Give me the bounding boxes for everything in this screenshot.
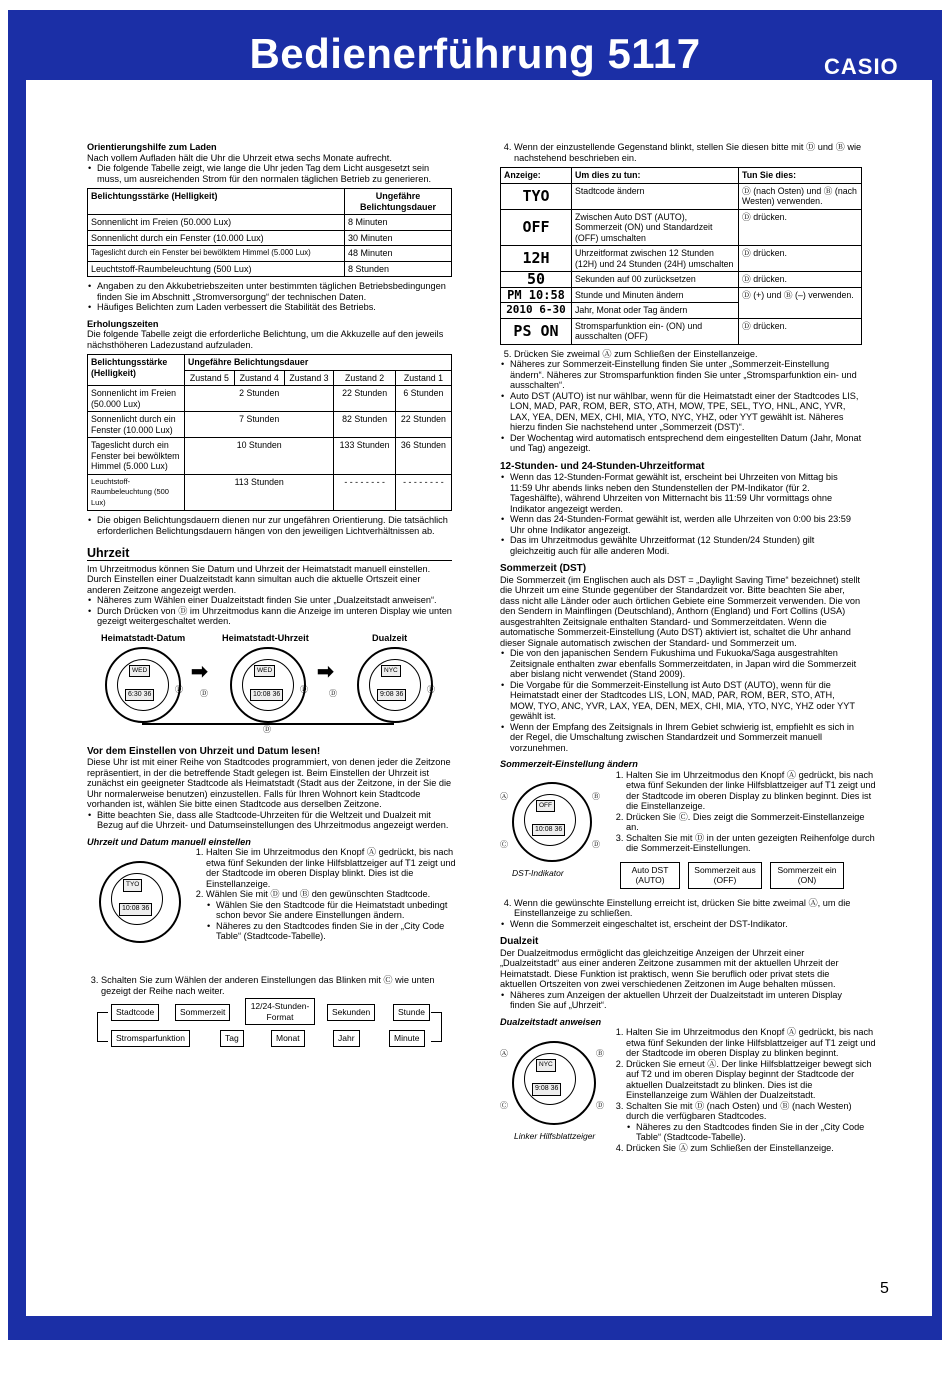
button-d-label: Ⓓ	[596, 1101, 604, 1110]
dst-title: Sommerzeit (DST)	[500, 563, 587, 574]
table-cell: Ⓓ (+) und Ⓑ (–) verwenden.	[739, 287, 862, 318]
table-row	[501, 287, 862, 303]
cycle-box: Auto DST (AUTO)	[620, 862, 680, 889]
list-item: 3. Schalten Sie mit Ⓓ in der unten gezeigten Reihenfolge durch die Sommerzeit-Einstellungen.	[626, 833, 876, 854]
dst-change-section	[500, 769, 876, 898]
button-c-label: Ⓒ	[500, 839, 508, 849]
list-item: • Näheres zum Anzeigen der aktuellen Uhrzeit der Dualzeitstadt im unteren Display finden Sie auf „Uhrzeit“.	[510, 990, 862, 1011]
watch-bottom-display: 6:30 36	[125, 689, 154, 702]
table-cell: Tageslicht durch ein Fenster bei bewölktem Himmel (5.000 Lux)	[88, 438, 185, 475]
list-item: • Näheres zum Wählen einer Dualzeitstadt finden Sie unter „Dualzeitstadt anweisen“.	[97, 595, 452, 606]
watch-illustration	[512, 782, 592, 862]
list-item: • Wenn das 12-Stunden-Format gewählt ist, erscheint bei Uhrzeiten von Mittag bis 11:59 Uhr abends links neben den Stundenstellen der PM-Indikator (für 2. Tageshälfte), während Uhrzeiten von Mitternacht bis 11:59 Uhr vormittags ohne Indikator angezeigt werden.	[510, 472, 862, 514]
dst-cycle	[620, 862, 844, 889]
button-c-label: Ⓒ	[500, 1101, 508, 1110]
list-item: 1. Halten Sie im Uhrzeitmodus den Knopf Ⓐ gedrückt, bis nach etwa fünf Sekunden der linke Hilfsblattzeiger auf T1 zeigt und der Stadtcode im oberen Display zu blinken beginnt.	[626, 1027, 876, 1059]
list-item: • Wählen Sie den Stadtcode für die Heimatstadt unbedingt schon bevor Sie andere Einstellungen ändern.	[216, 900, 464, 921]
list-item: • Bitte beachten Sie, dass alle Stadtcode-Uhrzeiten für die Weltzeit und Dualzeit mit Bezug auf die Uhrzeit- und Datumseinstellungen des Uhrzeitmodus angezeigt werden.	[97, 810, 452, 831]
page-number: 5	[880, 1280, 889, 1297]
list-item: 2. Drücken Sie Ⓒ. Dies zeigt die Sommerzeit-Einstellanzeige an.	[626, 812, 876, 833]
table2-header-1: Belichtungsstärke (Helligkeit)	[88, 355, 185, 386]
table-cell: 36 Stunden	[395, 438, 451, 475]
table-cell: 22 Stunden	[334, 386, 395, 412]
table3-header-1: Anzeige:	[501, 168, 572, 184]
figure-label: Heimatstadt-Uhrzeit	[222, 632, 309, 643]
list-item	[626, 1101, 876, 1143]
list-item: • Wenn das 24-Stunden-Format gewählt ist, werden alle Uhrzeiten von 0:00 bis 23:59 Uhr ohne Indikator angezeigt.	[510, 514, 862, 535]
watch-top-display: NYC	[536, 1059, 556, 1072]
format-bullets	[500, 472, 862, 556]
table-row	[88, 474, 452, 511]
table-cell: Sonnenlicht im Freien (50.000 Lux)	[88, 215, 345, 231]
step-text: Schalten Sie mit Ⓓ (nach Osten) und Ⓑ (nach Westen) durch die verfügbaren Stadtcodes.	[626, 1100, 852, 1121]
watch-bottom-display: 10:08 36	[119, 903, 152, 916]
table-cell: Jahr, Monat oder Tag ändern	[572, 303, 739, 319]
watch-bottom-display: 10:08 36	[532, 824, 565, 837]
button-d-label: Ⓓ	[592, 839, 600, 849]
table-cell: Leuchtstoff-Raumbeleuchtung (500 Lux)	[88, 474, 185, 511]
button-d-label: Ⓓ	[300, 684, 308, 694]
list-item: 4. Wenn der einzustellende Gegenstand blinkt, stellen Sie diesen bitte mit Ⓓ und Ⓑ wie nachstehend beschrieben ein.	[514, 142, 862, 163]
cycle-box: Sommerzeit ein (ON)	[770, 862, 844, 889]
lcd-display: OFF	[501, 209, 572, 246]
list-item	[206, 889, 464, 942]
table3-header-3: Tun Sie dies:	[739, 168, 862, 184]
section-title-time: Uhrzeit	[87, 548, 452, 561]
table-cell: Tageslicht durch ein Fenster bei bewölktem Himmel (5.000 Lux)	[88, 246, 345, 262]
cycle-box: Minute	[389, 1030, 425, 1047]
table-cell: 6 Stunden	[395, 386, 451, 412]
cycle-box: 12/24-Stunden-Format	[245, 998, 315, 1025]
table-cell: 133 Stunden	[334, 438, 395, 475]
recovery-table	[87, 354, 452, 511]
recovery-title: Erholungszeiten	[87, 318, 159, 329]
format-title: 12-Stunden- und 24-Stunden-Uhrzeitformat	[500, 460, 705, 472]
watch-top-display: WED	[129, 665, 150, 678]
table-cell: Ⓓ (nach Osten) und Ⓑ (nach Westen) verwenden.	[739, 183, 862, 209]
table1-header-2: Ungefähre Belichtungsdauer	[345, 189, 452, 215]
figure-label: Dualzeit	[372, 632, 408, 643]
cycle-box: Stadtcode	[111, 1004, 159, 1021]
table-cell: Stromsparfunktion ein- (ON) und ausschalten (OFF)	[572, 318, 739, 344]
dst-change-title: Sommerzeit-Einstellung ändern	[500, 759, 638, 769]
charge-table	[87, 188, 452, 277]
notes-list	[87, 281, 452, 313]
table-cell: Uhrzeitformat zwischen 12 Stunden (12H) und 24 Stunden (24H) umschalten	[572, 246, 739, 272]
recovery-intro: Die folgende Tabelle zeigt die erforderliche Belichtung, um die Akkuzelle auf den jeweils nächsthöheren Ladezustand aufzuladen.	[87, 329, 444, 350]
button-d-label: Ⓓ	[427, 684, 435, 694]
brand-logo: CASIO	[824, 54, 899, 79]
table-row	[88, 438, 452, 475]
button-d-label: Ⓓ	[200, 688, 208, 698]
list-item: • Die von den japanischen Sendern Fukushima und Fukuoka/Saga ausgestrahlten Zeitsignale enthalten zwar ebenfalls Sommerzeitdaten, in Japan wird die Sommerzeit aber bislang nicht verwendet (Stand 2009).	[510, 648, 862, 680]
display-cycle-figure	[87, 633, 452, 733]
button-d-label: Ⓓ	[329, 688, 337, 698]
table-cell: Sonnenlicht durch ein Fenster (10.000 Lux)	[88, 230, 345, 246]
table-cell: 2 Stunden	[185, 386, 334, 412]
list-item: 4. Drücken Sie Ⓐ zum Schließen der Einstellanzeige.	[626, 1143, 876, 1154]
table-cell: Sonnenlicht im Freien (50.000 Lux)	[88, 386, 185, 412]
watch-illustration	[512, 1041, 596, 1125]
dst-change-bullets	[500, 919, 862, 930]
table-cell: Ⓓ drücken.	[739, 246, 862, 272]
list-item: • Angaben zu den Akkubetriebszeiten unter bestimmten täglichen Betriebsbedingungen finden Sie im Abschnitt „Stromversorgung“ der technischen Daten.	[97, 281, 452, 302]
level-header: Zustand 3	[284, 370, 334, 386]
dual-set-section	[500, 1027, 876, 1157]
dual-text: Der Dualzeitmodus ermöglicht das gleichzeitige Anzeigen der Uhrzeit einer „Dualzeitstadt“ aus einer anderen Zeitzone zusammen mit der aktuellen Uhrzeit der Heimatstadt. Diese Funktion ist praktisch, wenn Sie beruflich oder privat stets die aktuellen Ortszeiten von zwei verschiedenen Zeitzonen im Auge behalten müssen.	[500, 947, 839, 989]
dual-set-steps	[612, 1027, 876, 1153]
button-a-label: Ⓐ	[500, 1049, 508, 1058]
arrow-right-icon: ➡	[191, 660, 208, 683]
list-item: • Die obigen Belichtungsdauern dienen nur zur ungefähren Orientierung. Die tatsächlich erforderlichen Belichtungsdauern hängen von den jeweiligen Lichtverhältnissen ab.	[97, 515, 452, 536]
table-cell: 30 Minuten	[345, 230, 452, 246]
button-d-label: Ⓓ	[175, 684, 183, 694]
button-a-label: Ⓐ	[500, 791, 508, 801]
table-cell: Stunde und Minuten ändern	[572, 287, 739, 303]
dual-set-title: Dualzeitstadt anweisen	[500, 1016, 602, 1027]
table-cell: 7 Stunden	[185, 412, 334, 438]
dst-bullets	[500, 648, 862, 753]
cycle-connector	[97, 1012, 108, 1042]
table-row	[501, 209, 862, 246]
settings-table	[500, 167, 862, 345]
level-header: Zustand 2	[334, 370, 395, 386]
watch-bottom-display: 10:08 36	[250, 689, 283, 702]
step5-list	[500, 349, 862, 360]
table-cell: Ⓓ drücken.	[739, 318, 862, 344]
list-item: 3. Schalten Sie zum Wählen der anderen Einstellungen das Blinken mit Ⓒ wie unten gezeigt der Reihe nach weiter.	[101, 975, 452, 996]
watch-bottom-display: 9:08 36	[377, 689, 406, 702]
cycle-connector	[431, 1012, 442, 1042]
settings-cycle	[87, 1002, 452, 1062]
table-cell: 113 Stunden	[185, 474, 334, 511]
dst-change-steps	[612, 770, 876, 854]
left-column	[87, 142, 456, 1062]
table-cell: Zwischen Auto DST (AUTO), Sommerzeit (ON) und Standardzeit (OFF) umschalten	[572, 209, 739, 246]
table-row	[501, 272, 862, 288]
lcd-display: PS ON	[501, 318, 572, 344]
cycle-box: Stunde	[393, 1004, 430, 1021]
table-cell: Sekunden auf 00 zurücksetzen	[572, 272, 739, 288]
table-row	[501, 318, 862, 344]
list-item: • Wenn der Empfang des Zeitsignals in Ihrem Gebiet schwierig ist, empfiehlt es sich in der Regel, die Umschaltung zwischen Standardzeit und Sommerzeit manuell vorzunehmen.	[510, 722, 862, 754]
time-bullets	[87, 595, 452, 627]
lcd-display: PM 10:58	[501, 287, 572, 303]
cycle-box: Sekunden	[327, 1004, 375, 1021]
table1-header-1: Belichtungsstärke (Helligkeit)	[88, 189, 345, 215]
level-header: Zustand 1	[395, 370, 451, 386]
table-cell: 22 Stunden	[395, 412, 451, 438]
list-item: 2. Drücken Sie erneut Ⓐ. Der linke Hilfsblattzeiger bewegt sich auf T2 und im oberen Display beginnt der Stadtcode der aktuellen Dualzeitstadt zu blinken. Dies ist die Einstellanzeige zum Wählen der Dualzeitstadt.	[626, 1059, 876, 1101]
table-row	[88, 215, 452, 231]
manual-steps	[192, 847, 464, 942]
list-item: • Durch Drücken von Ⓓ im Uhrzeitmodus kann die Anzeige im unteren Display wie unten gezeigt weitergeschaltet werden.	[97, 606, 452, 627]
watch-illustration	[105, 647, 181, 723]
button-b-label: Ⓑ	[596, 1049, 604, 1058]
list-item: • Auto DST (AUTO) ist nur wählbar, wenn für die Heimatstadt einer der Stadtcodes LIS, LON, MAD, PAR, ROM, BER, STO, ATH, MOW, TPE, SEL, TYO, HNL, ANC, YVR, LAX, YEA, DEN, MEX, CHI, MIA, YTO, NYC, YHZ, oder YYT gewählt ist. Näheres hierzu finden Sie nachstehend unter „Sommerzeit (DST)“.	[510, 391, 862, 433]
cycle-box: Stromsparfunktion	[111, 1030, 190, 1047]
cycle-box: Monat	[271, 1030, 305, 1047]
hand-caption: Linker Hilfsblattzeiger	[514, 1131, 596, 1141]
watch-illustration	[230, 647, 306, 723]
table-cell: - - - - - - - -	[334, 474, 395, 511]
cycle-box: Sommerzeit	[175, 1004, 230, 1021]
table-row	[88, 412, 452, 438]
table-cell: Ⓓ drücken.	[739, 272, 862, 288]
list-item: 5. Drücken Sie zweimal Ⓐ zum Schließen der Einstellanzeige.	[514, 349, 862, 360]
step3-list	[87, 975, 452, 996]
step5-bullets	[500, 359, 862, 454]
lcd-display: 50	[501, 272, 572, 288]
list-item: • Näheres zu den Stadtcodes finden Sie in der „City Code Table“ (Stadtcode-Tabelle).	[636, 1122, 876, 1143]
cycle-box: Tag	[220, 1030, 244, 1047]
button-b-label: Ⓑ	[592, 791, 600, 801]
cycle-box: Sommerzeit aus (OFF)	[688, 862, 762, 889]
table-cell: 10 Stunden	[185, 438, 334, 475]
table-cell: Stadtcode ändern	[572, 183, 739, 209]
table3-header-2: Um dies zu tun:	[572, 168, 739, 184]
page-title: Bedienerführung 5117	[249, 30, 701, 77]
time-intro: Im Uhrzeitmodus können Sie Datum und Uhrzeit der Heimatstadt manuell einstellen. Durch Einstellen einer Dualzeitstadt kann simultan auch die aktuelle Ortszeit einer anderen Zeitzone angezeigt werden.	[87, 563, 431, 595]
charge-bullets	[87, 163, 452, 184]
cycle-box: Jahr	[333, 1030, 360, 1047]
table-row	[88, 261, 452, 277]
figure-label: Heimatstadt-Datum	[101, 632, 186, 643]
watch-top-display: WED	[254, 665, 275, 678]
dst-change-step4	[500, 898, 862, 919]
list-item: • Näheres zur Sommerzeit-Einstellung finden Sie unter „Sommerzeit-Einstellung ändern“. Näheres zur Stromsparfunktion finden Sie unter „Stromsparfunktion ein- und ausschalten“.	[510, 359, 862, 391]
table-row	[501, 246, 862, 272]
dual-title: Dualzeit	[500, 936, 539, 947]
table2-header-2: Ungefähre Belichtungsdauer	[185, 355, 452, 371]
table-cell: Sonnenlicht durch ein Fenster (10.000 Lux)	[88, 412, 185, 438]
list-item: 4. Wenn die gewünschte Einstellung erreicht ist, drücken Sie bitte zweimal Ⓐ, um die Einstellanzeige zu schließen.	[514, 898, 862, 919]
before-title: Vor dem Einstellen von Uhrzeit und Datum lesen!	[87, 745, 321, 757]
button-d-label: Ⓓ	[263, 724, 271, 734]
table-row	[501, 183, 862, 209]
table-cell: 82 Stunden	[334, 412, 395, 438]
list-item: • Die Vorgabe für die Sommerzeit-Einstellung ist Auto DST (AUTO), wenn für die Heimatstadt einer der Stadtcodes LIS, LON, MAD, PAR, ROM, BER, STO, ATH, MOW, TYO, ANC, YVR, LAX, YEA, DEN, MEX, CHI, MIA, YTO, NYC, YHZ oder YYT gewählt ist.	[510, 680, 862, 722]
step-text: Wählen Sie mit Ⓓ und Ⓑ den gewünschten Stadtcode.	[206, 889, 431, 899]
step4-list	[500, 142, 862, 163]
arrow-right-icon: ➡	[317, 660, 334, 683]
dst-text: Die Sommerzeit (im Englischen auch als DST = „Daylight Saving Time“ bezeichnet) stellt die Uhrzeit um eine Stunde gegenüber der Standardzeit vor. Bitte beachten Sie aber, dass nicht alle Länder oder auch örtlichen Gebiete eine Sommerzeit verwenden. Die von den Sendern in Mainflingen (Deutschland), Anthorn (England) und Fort Collins (USA) ausgestrahlten Zeitsignale enthalten Standard- und Sommerzeitdaten. Wenn die automatische Sommerzeit-Einstellung (Auto DST) aktiviert ist, schaltet die Uhr anhand dieser Signale automatisch zwischen der Standard- und Sommerzeit um.	[500, 574, 861, 648]
list-item: • Näheres zu den Stadtcodes finden Sie in der „City Code Table“ (Stadtcode-Tabelle).	[216, 921, 464, 942]
dst-indicator-caption: DST-Indikator	[512, 867, 564, 878]
table-cell: 48 Minuten	[345, 246, 452, 262]
watch-top-display: TYO	[123, 879, 142, 892]
lcd-display: 2010 6-30	[501, 303, 572, 319]
table-cell: 8 Stunden	[345, 261, 452, 277]
list-item: • Der Wochentag wird automatisch entsprechend dem eingestellten Datum (Jahr, Monat und Tag) angezeigt.	[510, 433, 862, 454]
watch-bottom-display: 9:08 36	[532, 1083, 561, 1096]
list-item: 1. Halten Sie im Uhrzeitmodus den Knopf Ⓐ gedrückt, bis nach etwa fünf Sekunden der linke Hilfsblattzeiger auf T1 zeigt und der Stadtcode im oberen Display blinkt. Dies ist die Einstellanzeige.	[206, 847, 464, 889]
watch-top-display: OFF	[536, 800, 555, 813]
charge-intro: Nach vollem Aufladen hält die Uhr die Uhrzeit etwa sechs Monate aufrecht.	[87, 152, 392, 163]
list-item: • Das im Uhrzeitmodus gewählte Uhrzeitformat (12 Stunden/24 Stunden) gilt gleichzeitig auch für alle anderen Modi.	[510, 535, 862, 556]
watch-illustration	[357, 647, 433, 723]
right-column	[500, 142, 876, 1157]
dual-bullets	[500, 990, 862, 1011]
table-cell: Ⓓ drücken.	[739, 209, 862, 246]
notes2-list	[87, 515, 452, 536]
table-cell: Leuchtstoff-Raumbeleuchtung (500 Lux)	[88, 261, 345, 277]
manual-title: Uhrzeit und Datum manuell einstellen	[87, 836, 251, 847]
watch-illustration	[99, 861, 181, 943]
table-cell: - - - - - - - -	[395, 474, 451, 511]
charge-bullet: • Die folgende Tabelle zeigt, wie lange die Uhr jeden Tag dem Licht ausgesetzt sein muss, um ausreichenden Strom für den normalen täglichen Betrieb zu generieren.	[97, 163, 452, 184]
lcd-display: 12H	[501, 246, 572, 272]
level-header: Zustand 5	[185, 370, 235, 386]
list-item: • Häufiges Belichten zum Laden verbessert die Stabilität des Betriebs.	[97, 302, 452, 313]
table-cell: 8 Minuten	[345, 215, 452, 231]
table-row	[88, 386, 452, 412]
manual-section	[87, 847, 456, 975]
lcd-display: TYO	[501, 183, 572, 209]
table-row	[88, 230, 452, 246]
list-item: • Wenn die Sommerzeit eingeschaltet ist, erscheint der DST-Indikator.	[510, 919, 862, 930]
watch-top-display: NYC	[381, 665, 401, 678]
before-bullets	[87, 810, 452, 831]
list-item: 1. Halten Sie im Uhrzeitmodus den Knopf Ⓐ gedrückt, bis nach etwa fünf Sekunden der linke Hilfsblattzeiger auf T1 zeigt und der Stadtcode im oberen Display zu blinken beginnt. Dies ist die Einstellanzeige.	[626, 770, 876, 812]
table-row	[88, 246, 452, 262]
charge-title: Orientierungshilfe zum Laden	[87, 142, 217, 152]
level-header: Zustand 4	[234, 370, 284, 386]
before-text: Diese Uhr ist mit einer Reihe von Stadtcodes programmiert, von denen jeder die Zeitzone repräsentiert, in der die betreffende Stadt gelegen ist. Beim Einstellen der Uhrzeit ist zunächst ein geeigneter Stadtcode als Heimatstadt (Stadt aus der Zeitzone, in der Sie die Uhr normalerweise benutzen) einzustellen. Falls für Ihren Wohnort kein Stadtcode vorhanden ist, wählen Sie bitte einen Stadtcode aus derselben Zeitzone.	[87, 757, 452, 809]
